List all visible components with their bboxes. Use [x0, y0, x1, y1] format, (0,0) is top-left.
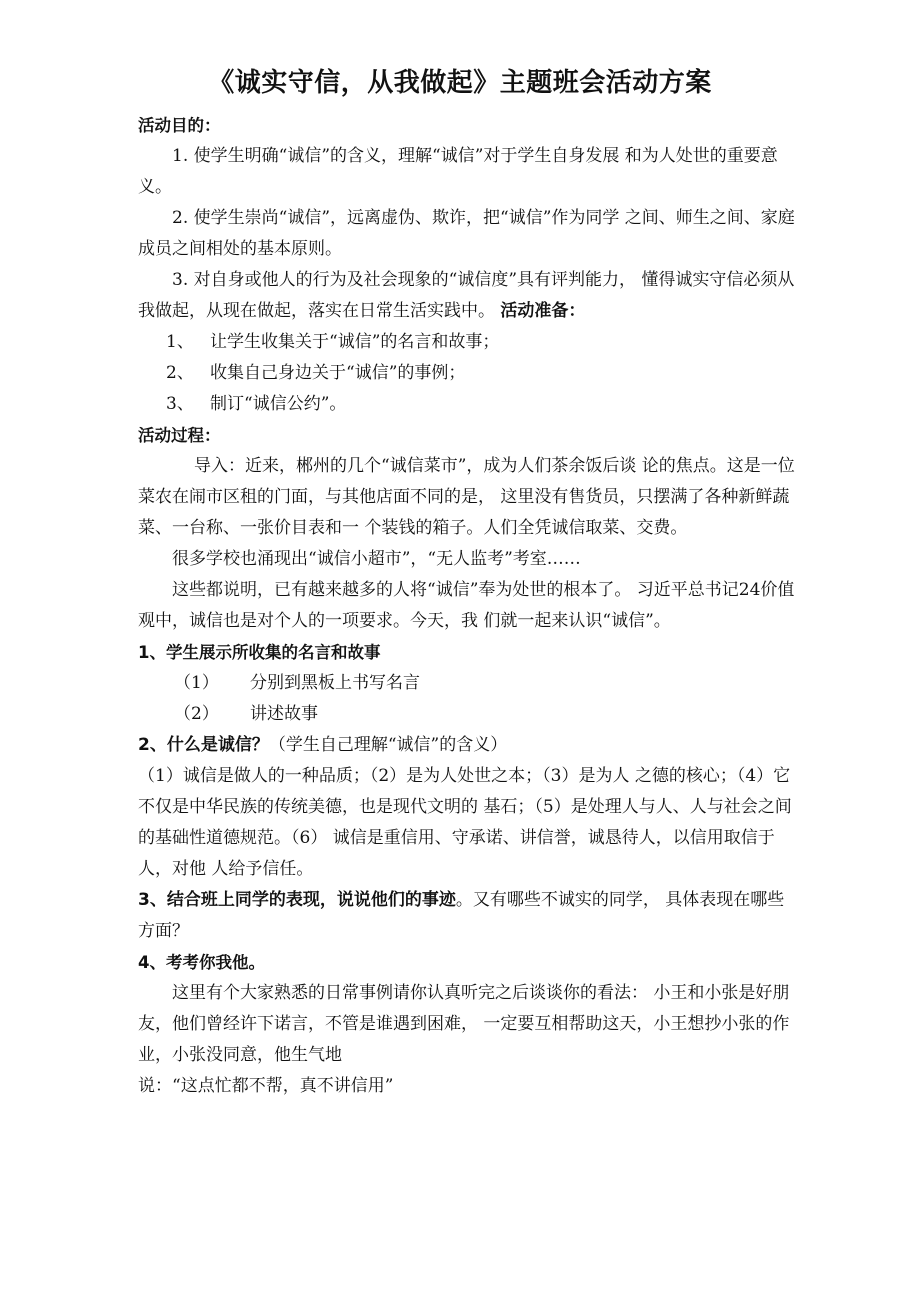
prep-item-text: 让学生收集关于“诚信”的名言和故事； — [210, 332, 500, 352]
section-3-rest: 。又有哪些不诚实的同学， 具体表现在哪些方面？ — [138, 890, 785, 941]
page-title: 《诚实守信，从我做起》主题班会活动方案 — [208, 68, 712, 98]
section-4-heading: 4、考考你我他。 — [138, 953, 265, 972]
process-schools: 很多学校也涌现出“诚信小超市”，“无人监考”考室…… — [172, 549, 581, 569]
section-1-item-number: （2） — [174, 704, 219, 724]
section-3-line — [138, 885, 798, 947]
process-intro: 导入：近来，郴州的几个“诚信菜市”，成为人们茶余饭后谈 论的焦点。这是一位菜农在闹市区租的门面，与其他店面不同的是， 这里没有售货员，只摆满了各种新鲜蔬菜、一台称、一张价目表和一 个装钱的箱子。人们全凭诚信取菜、交费。 — [138, 456, 795, 538]
prep-item-number: 3、 — [166, 394, 194, 414]
section-1-item — [138, 668, 798, 699]
section-1-item-number: （1） — [174, 673, 219, 693]
document-body — [138, 110, 798, 1102]
goal-item-1: 1. 使学生明确“诚信”的含义，理解“诚信”对于学生自身发展 和为人处世的重要意义。 — [138, 146, 778, 197]
process-summary: 这些都说明，已有越来越多的人将“诚信”奉为处世的根本了。 习近平总书记24价值观中，诚信也是对个人的一项要求。今天，我 们就一起来认识“诚信”。 — [138, 580, 795, 631]
section-2-note: （学生自己理解“诚信”的含义） — [268, 735, 508, 755]
prep-heading: 活动准备： — [500, 301, 586, 321]
prep-item-number: 2、 — [166, 363, 194, 383]
goal-item-3 — [138, 265, 798, 327]
section-2-heading: 2、什么是诚信？ — [138, 735, 269, 755]
process-heading: 活动过程： — [138, 426, 221, 445]
goal-item-3-text: 3. 对自身或他人的行为及社会现象的“诚信度”具有评判能力， 懂得诚实守信必须从我做起，从现在做起，落实在日常生活实践中。 — [138, 270, 795, 321]
section-3-heading: 3、结合班上同学的表现，说说他们的事迹 — [138, 890, 456, 910]
section-4-body: 这里有个大家熟悉的日常事例请你认真听完之后谈谈你的看法： 小王和小张是好朋友，他们曾经许下诺言，不管是谁遇到困难， 一定要互相帮助这天，小王想抄小张的作业，小张没同意，他生气地 — [138, 983, 790, 1065]
section-4-quote: 说：“这点忙都不帮，真不讲信用” — [138, 1076, 394, 1096]
section-2-body: （1）诚信是做人的一种品质；（2）是为人处世之本；（3）是为人 之德的核心；（4）它不仅是中华民族的传统美德，也是现代文明的 基石；（5）是处理人与人、人与社会之间的基础性道德规范。（6） 诚信是重信用、守承诺、讲信誉，诚恳待人，以信用取信于人，对他 人给予信任。 — [138, 766, 792, 879]
section-2-heading-line — [138, 730, 798, 761]
prep-item — [138, 389, 798, 420]
prep-item — [138, 327, 798, 358]
prep-item-text: 制订“诚信公约”。 — [210, 394, 347, 414]
goal-item-2: 2. 使学生崇尚“诚信”，远离虚伪、欺诈，把“诚信”作为同学 之间、师生之间、家庭成员之间相处的基本原则。 — [138, 208, 795, 259]
section-1-item-text: 分别到黑板上书写名言 — [250, 673, 420, 693]
section-1-heading: 1、学生展示所收集的名言和故事 — [138, 643, 381, 662]
goals-heading: 活动目的： — [138, 116, 221, 135]
prep-item-number: 1、 — [166, 332, 194, 352]
prep-item-text: 收集自己身边关于“诚信”的事例； — [210, 363, 466, 383]
prep-item — [138, 358, 798, 389]
section-1-item — [138, 699, 798, 730]
section-1-item-text: 讲述故事 — [250, 704, 318, 724]
